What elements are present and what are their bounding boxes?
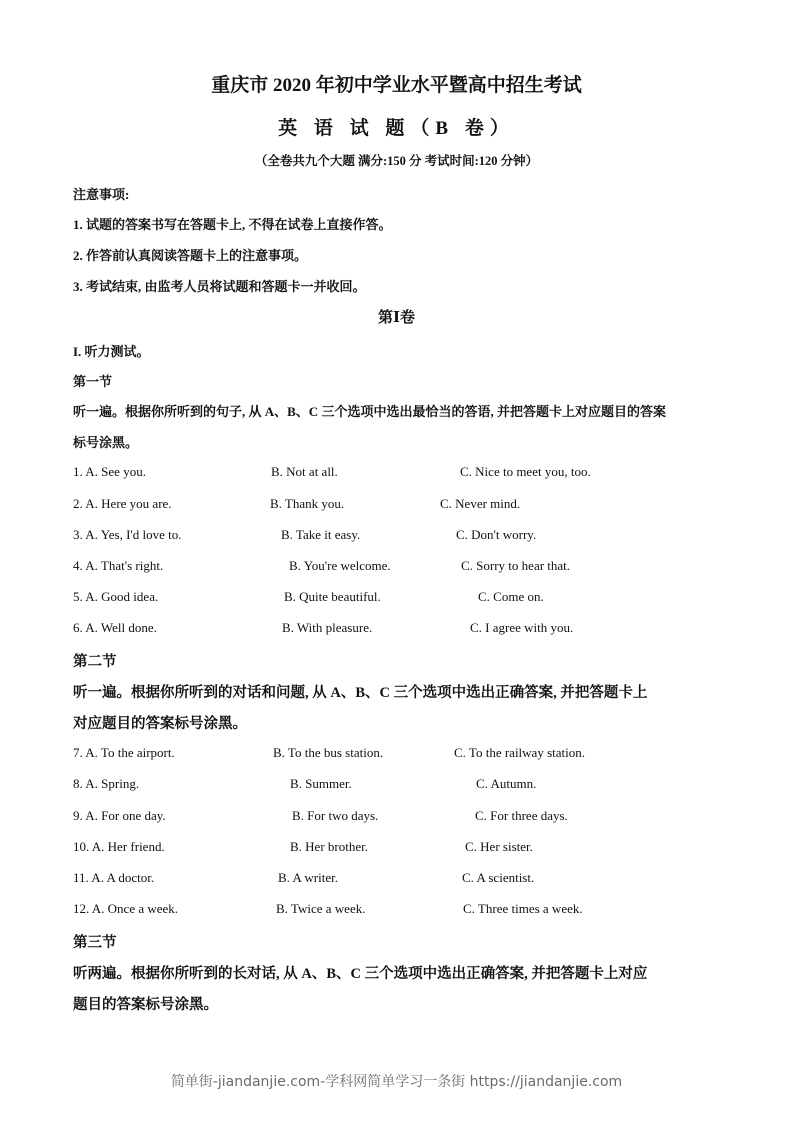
option-b: B. Thank you. <box>270 496 345 511</box>
exam-title: 重庆市 2020 年初中学业水平暨高中招生考试 <box>211 75 582 96</box>
option-c: C. For three days. <box>475 808 568 823</box>
option-b: B. Her brother. <box>290 839 368 854</box>
option-b: B. Take it easy. <box>281 527 361 542</box>
section-heading: 第二节 <box>73 654 117 670</box>
exam-subtitle: 英 语 试 题（B 卷） <box>278 118 515 139</box>
option-c: C. Sorry to hear that. <box>461 558 571 573</box>
option-a: 6. A. Well done. <box>73 620 157 635</box>
part-heading: I. 听力测试。 <box>73 344 150 359</box>
exam-meta: （全卷共九个大题 满分:150 分 考试时间:120 分钟） <box>254 154 539 168</box>
option-a: 7. A. To the airport. <box>73 745 175 760</box>
option-c: C. Never mind. <box>440 496 521 511</box>
option-c: C. A scientist. <box>462 870 535 885</box>
section-instruction: 听一遍。根据你所听到的对话和问题, 从 A、B、C 三个选项中选出正确答案, 并把答题卡上 <box>73 685 648 701</box>
option-c: C. Three times a week. <box>463 901 583 916</box>
option-c: C. Her sister. <box>465 839 533 854</box>
option-b: B. You're welcome. <box>289 558 391 573</box>
option-b: B. A writer. <box>278 870 338 885</box>
option-a: 12. A. Once a week. <box>73 901 179 916</box>
option-b: B. Summer. <box>290 776 352 791</box>
option-c: C. Autumn. <box>476 776 537 791</box>
option-b: B. With pleasure. <box>282 620 373 635</box>
note-item: 3. 考试结束, 由监考人员将试题和答题卡一并收回。 <box>73 279 366 294</box>
option-b: B. Not at all. <box>271 464 338 479</box>
section-instruction: 对应题目的答案标号涂黑。 <box>73 716 247 732</box>
option-c: C. Don't worry. <box>456 527 537 542</box>
section-instruction: 听一遍。根据你所听到的句子, 从 A、B、C 三个选项中选出最恰当的答语, 并把答题卡上对应题目的答案 <box>73 404 666 419</box>
option-a: 9. A. For one day. <box>73 808 166 823</box>
option-b: B. For two days. <box>292 808 379 823</box>
option-b: B. Twice a week. <box>276 901 366 916</box>
note-item: 2. 作答前认真阅读答题卡上的注意事项。 <box>73 248 308 263</box>
option-a: 11. A. A doctor. <box>73 870 155 885</box>
option-c: C. To the railway station. <box>454 745 585 760</box>
section-instruction: 听两遍。根据你所听到的长对话, 从 A、B、C 三个选项中选出正确答案, 并把答题卡上对应 <box>73 966 648 982</box>
option-b: B. Quite beautiful. <box>284 589 381 604</box>
section-instruction: 标号涂黑。 <box>73 435 139 450</box>
option-c: C. Nice to meet you, too. <box>460 464 591 479</box>
section-instruction: 题目的答案标号涂黑。 <box>73 997 218 1013</box>
option-c: C. Come on. <box>478 589 544 604</box>
notes-heading: 注意事项: <box>73 187 130 202</box>
section-heading: 第一节 <box>73 374 113 389</box>
volume-heading: 第Ⅰ卷 <box>377 310 416 326</box>
section-heading: 第三节 <box>73 935 117 951</box>
option-a: 3. A. Yes, I'd love to. <box>73 527 182 542</box>
option-a: 5. A. Good idea. <box>73 589 159 604</box>
option-c: C. I agree with you. <box>470 620 574 635</box>
option-a: 8. A. Spring. <box>73 776 140 791</box>
option-b: B. To the bus station. <box>273 745 384 760</box>
option-a: 10. A. Her friend. <box>73 839 165 854</box>
option-a: 1. A. See you. <box>73 464 146 479</box>
option-a: 2. A. Here you are. <box>73 496 172 511</box>
footer-watermark: 简单街-jiandanjie.com-学科网简单学习一条街 https://jiandanjie.com <box>170 1074 623 1090</box>
note-item: 1. 试题的答案书写在答题卡上, 不得在试卷上直接作答。 <box>73 217 392 232</box>
option-a: 4. A. That's right. <box>73 558 164 573</box>
